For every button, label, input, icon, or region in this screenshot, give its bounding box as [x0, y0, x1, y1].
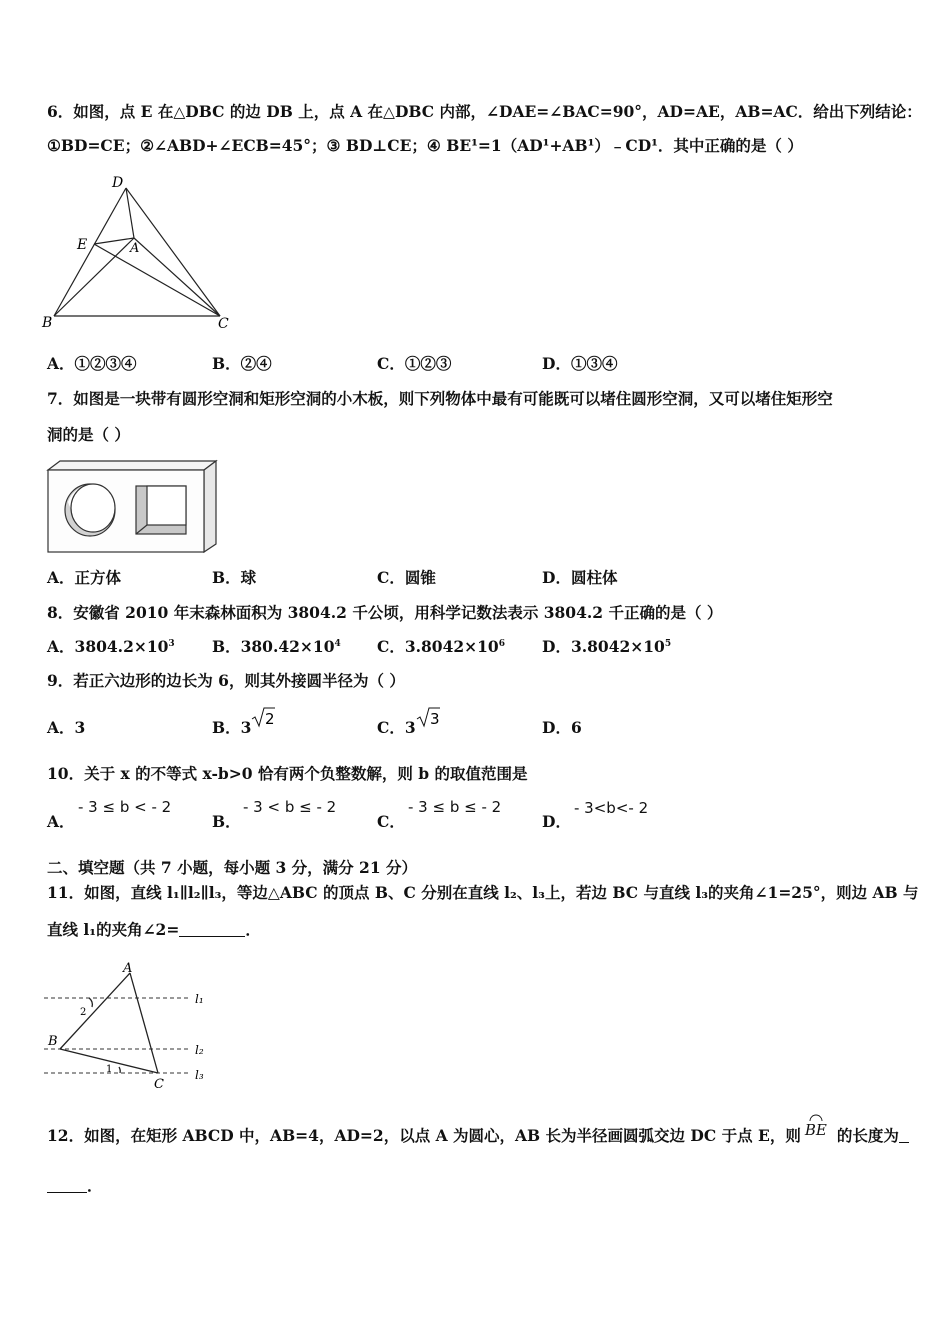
q8-option-a[interactable] [47, 637, 175, 657]
option-letter: A． [47, 354, 75, 373]
option-text: 圆锥 [404, 568, 436, 587]
q8-line1: 8．安徽省 2010 年末森林面积为 3804.2 千公顷，用科学记数法表示 3804.2 千正确的是（ ） [47, 603, 723, 622]
q7-option-c[interactable] [377, 568, 436, 588]
option-coef: 3 [240, 718, 252, 737]
q9-option-d[interactable] [542, 718, 582, 738]
option-base: 3.8042×10 [404, 637, 499, 656]
q7-line1: 7．如图是一块带有圆形空洞和矩形空洞的小木板，则下列物体中最有可能既可以堵住圆形空洞，又可以堵住矩形空 [47, 389, 833, 408]
q11-line-l3: l₃ [195, 1068, 204, 1082]
q12-line1-suffix: 的长度为 [836, 1126, 899, 1145]
q7-figure [44, 458, 219, 558]
option-letter: C． [377, 812, 405, 831]
q6-line1: 6．如图，点 E 在△DBC 的边 DB 上，点 A 在△DBC 内部，∠DAE=∠BAC=90°，AD=AE，AB=AC．给出下列结论： [47, 102, 922, 121]
option-letter: D． [542, 812, 571, 831]
q11-line2-prefix: 直线 l₁的夹角∠2= [47, 920, 180, 939]
q9-b-radicand: 2 [265, 710, 275, 728]
q12-line2-suffix: ． [87, 1176, 103, 1195]
q11-line2 [47, 920, 261, 940]
option-letter: B． [212, 812, 241, 831]
q8-option-d[interactable] [542, 637, 671, 657]
q9-option-c[interactable] [377, 718, 416, 738]
q10-option-a-expr: - 3 ≤ b < - 2 [78, 798, 172, 816]
option-exponent: 6 [498, 639, 505, 649]
q7-line2: 洞的是（ ） [47, 425, 130, 444]
option-exponent: 5 [664, 639, 672, 649]
option-letter: C． [377, 354, 405, 373]
q10-option-b-expr: - 3 < b ≤ - 2 [243, 798, 337, 816]
option-text: 3 [74, 718, 86, 737]
q6-label-e: E [77, 237, 88, 253]
q9-line1: 9．若正六边形的边长为 6，则其外接圆半径为（ ） [47, 671, 405, 690]
option-letter: D． [542, 568, 571, 587]
option-text: ①②③ [404, 354, 452, 373]
q10-option-b[interactable] [212, 812, 241, 832]
option-base: 380.42×10 [240, 637, 335, 656]
q6-option-a[interactable] [47, 354, 137, 374]
q11-label-a: A [123, 961, 133, 976]
option-letter: C． [377, 718, 405, 737]
q12-line2 [47, 1176, 103, 1196]
option-letter: C． [377, 568, 405, 587]
q10-line1: 10．关于 x 的不等式 x-b>0 恰有两个负整数解，则 b 的取值范围是 [47, 764, 528, 783]
option-base: 3804.2×10 [74, 637, 169, 656]
option-letter: B． [212, 568, 241, 587]
q6-label-a: A [130, 241, 140, 256]
option-letter: A． [47, 812, 75, 831]
q6-option-d[interactable] [542, 354, 617, 374]
option-text: ②④ [240, 354, 272, 373]
q7-option-a[interactable] [47, 568, 121, 588]
q11-label-b: B [48, 1034, 58, 1049]
q8-option-c[interactable] [377, 637, 505, 657]
option-coef: 3 [404, 718, 416, 737]
q11-line1: 11．如图，直线 l₁∥l₂∥l₃，等边△ABC 的顶点 B、C 分别在直线 l₂、l₃上，若边 BC 与直线 l₃的夹角∠1=25°，则边 AB 与 [47, 883, 919, 902]
option-letter: B． [212, 718, 241, 737]
q12-arc-label: BE [804, 1121, 827, 1139]
q7-option-d[interactable] [542, 568, 617, 588]
option-base: 3.8042×10 [570, 637, 665, 656]
option-letter: A． [47, 568, 75, 587]
q12-answer-blank-part1[interactable] [899, 1128, 909, 1143]
q9-option-a[interactable] [47, 718, 85, 738]
q11-line-l1: l₁ [195, 992, 204, 1006]
q11-answer-blank[interactable] [179, 922, 245, 937]
option-exponent: 3 [168, 639, 175, 649]
q10-option-a[interactable] [47, 812, 75, 832]
q11-figure [40, 955, 220, 1095]
q12-line1-prefix: 12．如图，在矩形 ABCD 中，AB=4，AD=2，以点 A 为圆心，AB 长为半径画圆弧交边 DC 于点 E，则 [47, 1126, 801, 1145]
option-letter: D． [542, 354, 571, 373]
q12-answer-blank-part2[interactable] [47, 1178, 87, 1193]
q6-figure [40, 170, 250, 340]
option-letter: D． [542, 637, 571, 656]
q7-option-b[interactable] [212, 568, 256, 588]
option-letter: A． [47, 637, 75, 656]
q10-option-d-expr: - 3<b<- 2 [574, 799, 649, 817]
q9-c-radicand: 3 [430, 710, 440, 728]
q6-label-b: B [42, 315, 53, 331]
option-letter: B． [212, 354, 241, 373]
q11-angle-1: 1 [106, 1064, 113, 1075]
q11-line-l2: l₂ [195, 1043, 204, 1057]
option-text: ①②③④ [74, 354, 137, 373]
q12-arc-expr [804, 1121, 833, 1146]
q10-option-c[interactable] [377, 812, 405, 832]
option-text: ①③④ [570, 354, 618, 373]
option-text: 圆柱体 [570, 568, 618, 587]
q12-line1 [47, 1121, 909, 1146]
q6-option-c[interactable] [377, 354, 451, 374]
option-text: 球 [240, 568, 257, 587]
option-letter: A． [47, 718, 75, 737]
q9-option-b[interactable] [212, 718, 251, 738]
q6-label-c: C [218, 316, 229, 332]
option-text: 6 [570, 718, 582, 737]
q11-angle-2: 2 [80, 1007, 87, 1018]
q10-option-c-expr: - 3 ≤ b ≤ - 2 [408, 798, 502, 816]
option-letter: C． [377, 637, 405, 656]
option-exponent: 4 [334, 639, 341, 649]
q11-line2-suffix: ． [245, 920, 261, 939]
option-text: 正方体 [74, 568, 122, 587]
section-heading: 二、填空题（共 7 小题，每小题 3 分，满分 21 分） [47, 858, 418, 877]
q9-c-sqrt [416, 706, 442, 728]
option-letter: D． [542, 718, 571, 737]
option-letter: B． [212, 637, 241, 656]
q6-option-b[interactable] [212, 354, 272, 374]
q8-option-b[interactable] [212, 637, 341, 657]
q6-label-d: D [112, 175, 124, 191]
q11-label-c: C [154, 1077, 164, 1092]
q10-option-d[interactable] [542, 812, 571, 832]
q6-line2: ①BD=CE；②∠ABD+∠ECB=45°；③ BD⊥CE；④ BE¹=1（AD¹+AB¹）﹣CD¹．其中正确的是（ ） [47, 136, 803, 155]
q9-b-sqrt [251, 706, 277, 728]
